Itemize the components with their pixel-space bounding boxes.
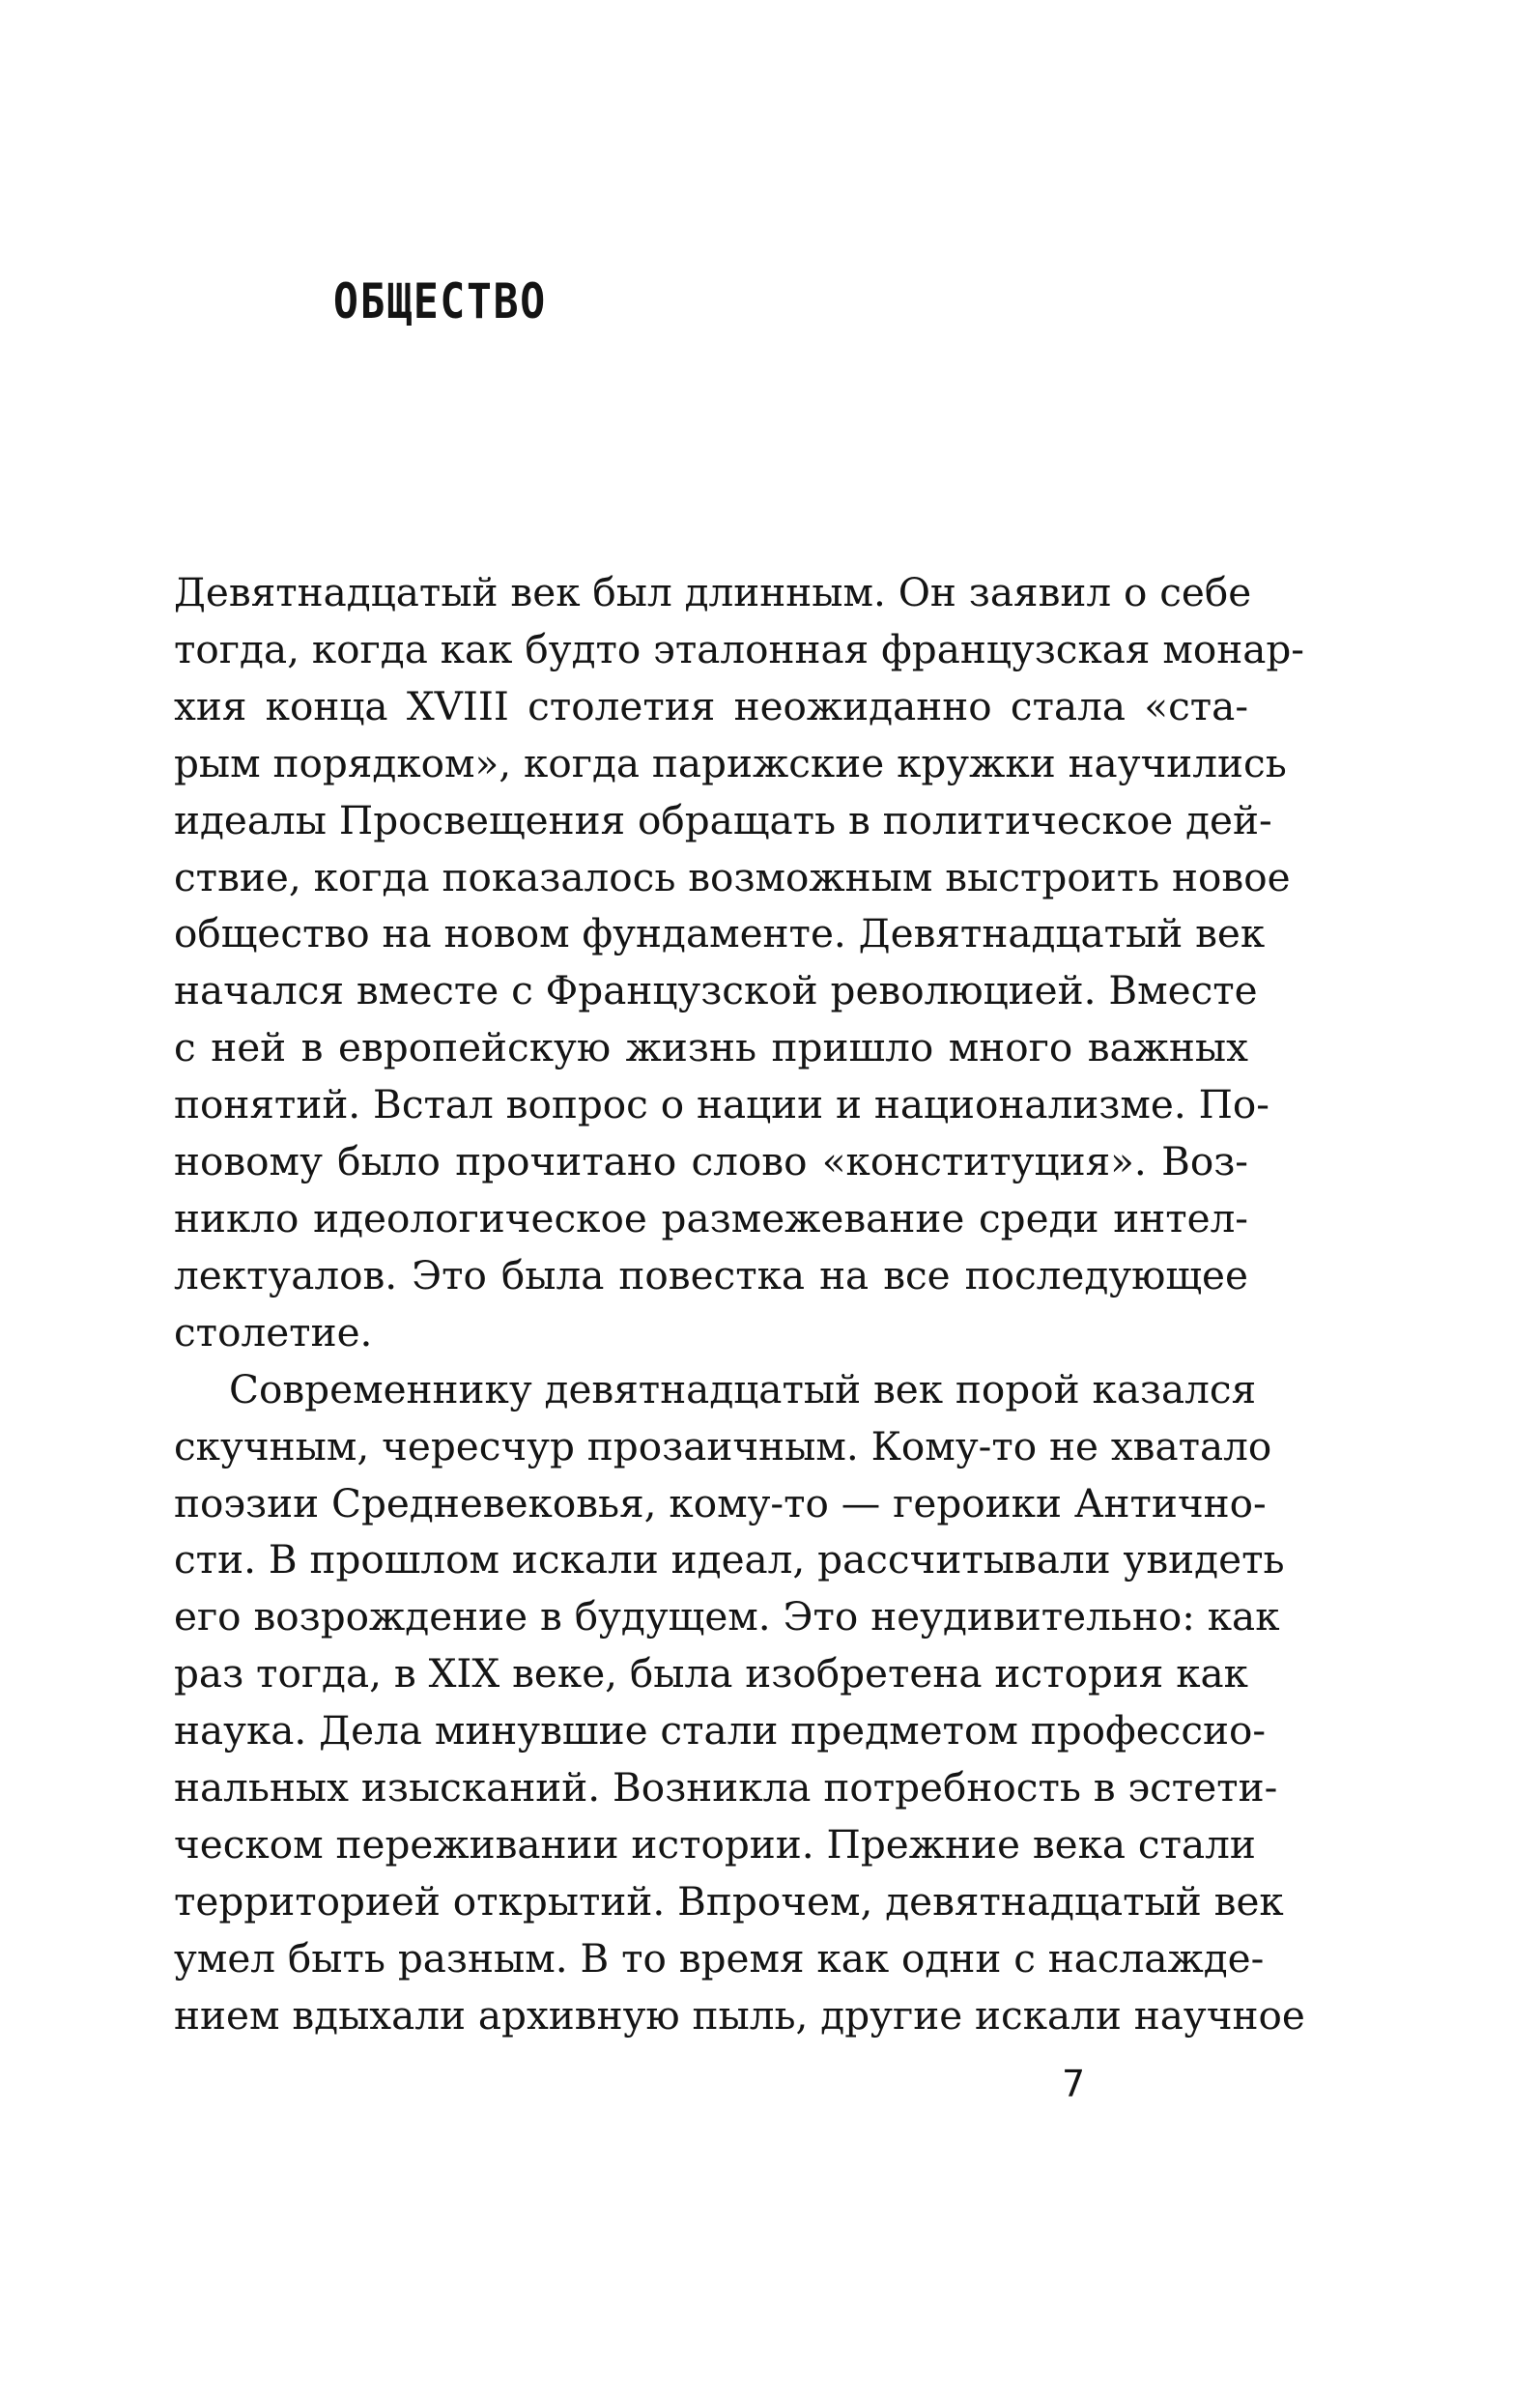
text-line: нальных изысканий. Возникла потребность в эстети- [174,1764,1278,1811]
text-line: наука. Дела минувшие стали предметом профессио- [174,1707,1267,1754]
text-line: скучным, чересчур прозаичным. Кому-то не хватало [174,1422,1272,1469]
text-line: новому было прочитано слово «конституция». Воз- [174,1138,1248,1185]
text-line: нием вдыхали архивную пыль, другие искали научное [174,1991,1305,2039]
text-line: идеалы Просвещения обращать в политическое дей- [174,796,1272,843]
paragraph-1 [174,564,1304,1361]
text-line: ствие, когда показалось возможным выстроить новое [174,853,1291,900]
text-line: никло идеологическое размежевание среди интел- [174,1194,1248,1241]
text-line: территорией открытий. Впрочем, девятнадцатый век [174,1877,1284,1925]
paragraph-2 [174,1361,1305,2044]
text-line: хия конца XVIII столетия неожиданно стала «ста- [174,682,1248,729]
text-line: столетие. [174,1308,373,1355]
text-line: общество на новом фундаменте. Девятнадцатый век [174,910,1266,957]
text-line: Современнику девятнадцатый век порой казался [229,1365,1257,1412]
text-line: ческом переживании истории. Прежние века стали [174,1820,1256,1868]
text-line: тогда, когда как будто эталонная французская монар- [174,625,1304,672]
chapter-title: ОБЩЕСТВО [333,273,547,329]
text-line: сти. В прошлом искали идеал, рассчитывали увидеть [174,1536,1285,1583]
text-line: начался вместе с Французской революцией. Вместе [174,967,1258,1014]
body-text [174,564,1305,2044]
text-line: его возрождение в будущем. Это неудивительно: как [174,1593,1280,1640]
text-line: лектуалов. Это была повестка на все последующее [174,1251,1248,1298]
text-line: раз тогда, в XIX веке, была изобретена история как [174,1650,1248,1697]
page-number: 7 [1062,2063,1086,2105]
text-line: поэзии Средневековья, кому-то — героики Антично- [174,1479,1267,1526]
text-line: понятий. Встал вопрос о нации и национализме. По- [174,1081,1269,1128]
text-line: с ней в европейскую жизнь пришло много важных [174,1024,1248,1071]
text-line: умел быть разным. В то время как одни с наслажде- [174,1934,1265,1982]
text-line: рым порядком», когда парижские кружки научились [174,739,1287,786]
text-line: Девятнадцатый век был длинным. Он заявил о себе [174,569,1252,615]
